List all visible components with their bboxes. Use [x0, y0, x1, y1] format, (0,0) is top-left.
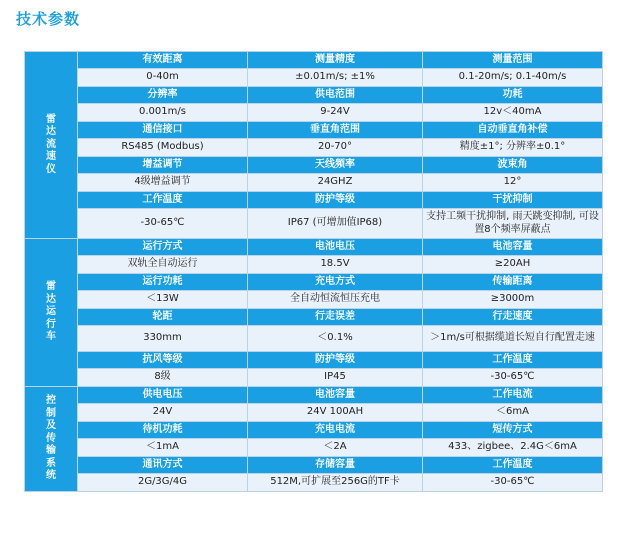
- section-label: [25, 52, 78, 239]
- section-label: [25, 387, 78, 492]
- param-name-cell: 存储容量: [248, 457, 423, 474]
- param-name-cell: 通信接口: [78, 122, 248, 139]
- spec-value-row: [25, 404, 603, 422]
- param-value-cell: ＜1mA: [78, 439, 248, 457]
- param-name-cell: 运行功耗: [78, 274, 248, 291]
- spec-value-row: [25, 326, 603, 352]
- spec-header-row: [25, 157, 603, 174]
- param-value-cell: -30-65℃: [78, 209, 248, 239]
- param-name-cell: 充电电流: [248, 422, 423, 439]
- param-name-cell: 供电电压: [78, 387, 248, 404]
- page-title: 技术参数: [16, 10, 81, 28]
- param-name-cell: 波束角: [423, 157, 603, 174]
- param-value-cell: 24V: [78, 404, 248, 422]
- param-name-cell: 干扰抑制: [423, 192, 603, 209]
- section-label-text: 控制及传输系统: [46, 395, 56, 482]
- spec-value-row: [25, 256, 603, 274]
- param-name-cell: 测量范围: [423, 52, 603, 69]
- param-value-cell: 330mm: [78, 326, 248, 352]
- param-value-cell: 0-40m: [78, 69, 248, 87]
- param-value-cell: ＜6mA: [423, 404, 603, 422]
- param-name-cell: 防护等级: [248, 192, 423, 209]
- param-name-cell: 电池电压: [248, 239, 423, 256]
- param-name-cell: 电池容量: [423, 239, 603, 256]
- param-value-cell: 精度±1°; 分辨率±0.1°: [423, 139, 603, 157]
- param-value-cell: ＜2A: [248, 439, 423, 457]
- param-name-cell: 行走速度: [423, 309, 603, 326]
- spec-value-row: [25, 209, 603, 239]
- param-name-cell: 运行方式: [78, 239, 248, 256]
- spec-header-row: [25, 192, 603, 209]
- param-value-cell: 9-24V: [248, 104, 423, 122]
- param-name-cell: 天线频率: [248, 157, 423, 174]
- param-name-cell: 垂直角范围: [248, 122, 423, 139]
- param-name-cell: 供电范围: [248, 87, 423, 104]
- spec-header-row: [25, 422, 603, 439]
- param-name-cell: 工作温度: [423, 352, 603, 369]
- param-value-cell: ＜0.1%: [248, 326, 423, 352]
- param-name-cell: 轮距: [78, 309, 248, 326]
- spec-value-row: [25, 439, 603, 457]
- param-name-cell: 防护等级: [248, 352, 423, 369]
- spec-table: [24, 51, 603, 492]
- param-value-cell: 全自动恒流恒压充电: [248, 291, 423, 309]
- spec-header-row: [25, 122, 603, 139]
- param-name-cell: 短传方式: [423, 422, 603, 439]
- param-value-cell: 24GHZ: [248, 174, 423, 192]
- spec-value-row: [25, 474, 603, 492]
- param-value-cell: 0.1-20m/s; 0.1-40m/s: [423, 69, 603, 87]
- param-value-cell: 8级: [78, 369, 248, 387]
- param-value-cell: -30-65℃: [423, 369, 603, 387]
- param-value-cell: 512M,可扩展至256G的TF卡: [248, 474, 423, 492]
- param-name-cell: 待机功耗: [78, 422, 248, 439]
- param-name-cell: 工作温度: [78, 192, 248, 209]
- spec-value-row: [25, 69, 603, 87]
- param-value-cell: 0.001m/s: [78, 104, 248, 122]
- param-name-cell: 工作电流: [423, 387, 603, 404]
- param-value-cell: 4级增益调节: [78, 174, 248, 192]
- param-value-cell: ≥3000m: [423, 291, 603, 309]
- param-name-cell: 分辨率: [78, 87, 248, 104]
- param-value-cell: RS485 (Modbus): [78, 139, 248, 157]
- param-value-cell: IP67 (可增加值IP68): [248, 209, 423, 239]
- spec-header-row: [25, 457, 603, 474]
- param-value-cell: IP45: [248, 369, 423, 387]
- param-name-cell: 增益调节: [78, 157, 248, 174]
- param-value-cell: 支持工频干扰抑制, 雨天跳变抑制, 可设置8个频率屏蔽点: [423, 209, 603, 239]
- spec-header-row: [25, 387, 603, 404]
- param-value-cell: 24V 100AH: [248, 404, 423, 422]
- spec-value-row: [25, 104, 603, 122]
- param-value-cell: 12v＜40mA: [423, 104, 603, 122]
- spec-value-row: [25, 291, 603, 309]
- param-value-cell: ＜13W: [78, 291, 248, 309]
- param-name-cell: 电池容量: [248, 387, 423, 404]
- spec-value-row: [25, 139, 603, 157]
- param-name-cell: 传输距离: [423, 274, 603, 291]
- spec-header-row: [25, 52, 603, 69]
- param-name-cell: 行走误差: [248, 309, 423, 326]
- spec-header-row: [25, 87, 603, 104]
- param-name-cell: 自动垂直角补偿: [423, 122, 603, 139]
- spec-header-row: [25, 352, 603, 369]
- param-name-cell: 充电方式: [248, 274, 423, 291]
- spec-header-row: [25, 309, 603, 326]
- param-value-cell: 2G/3G/4G: [78, 474, 248, 492]
- section-label-text: 雷达运行车: [46, 281, 56, 343]
- param-value-cell: 433、zigbee、2.4G＜6mA: [423, 439, 603, 457]
- spec-value-row: [25, 174, 603, 192]
- param-name-cell: 抗风等级: [78, 352, 248, 369]
- param-value-cell: 20-70°: [248, 139, 423, 157]
- param-name-cell: 测量精度: [248, 52, 423, 69]
- param-name-cell: 有效距离: [78, 52, 248, 69]
- param-value-cell: ≥20AH: [423, 256, 603, 274]
- spec-value-row: [25, 369, 603, 387]
- param-name-cell: 功耗: [423, 87, 603, 104]
- spec-header-row: [25, 274, 603, 291]
- section-label: [25, 239, 78, 387]
- param-value-cell: -30-65℃: [423, 474, 603, 492]
- param-value-cell: 18.5V: [248, 256, 423, 274]
- param-name-cell: 通讯方式: [78, 457, 248, 474]
- param-value-cell: 双轨全自动运行: [78, 256, 248, 274]
- section-label-text: 雷达流速仪: [46, 113, 56, 175]
- param-value-cell: 12°: [423, 174, 603, 192]
- param-value-cell: ±0.01m/s; ±1%: [248, 69, 423, 87]
- spec-header-row: [25, 239, 603, 256]
- param-name-cell: 工作温度: [423, 457, 603, 474]
- param-value-cell: ＞1m/s可根据缆道长短自行配置走速: [423, 326, 603, 352]
